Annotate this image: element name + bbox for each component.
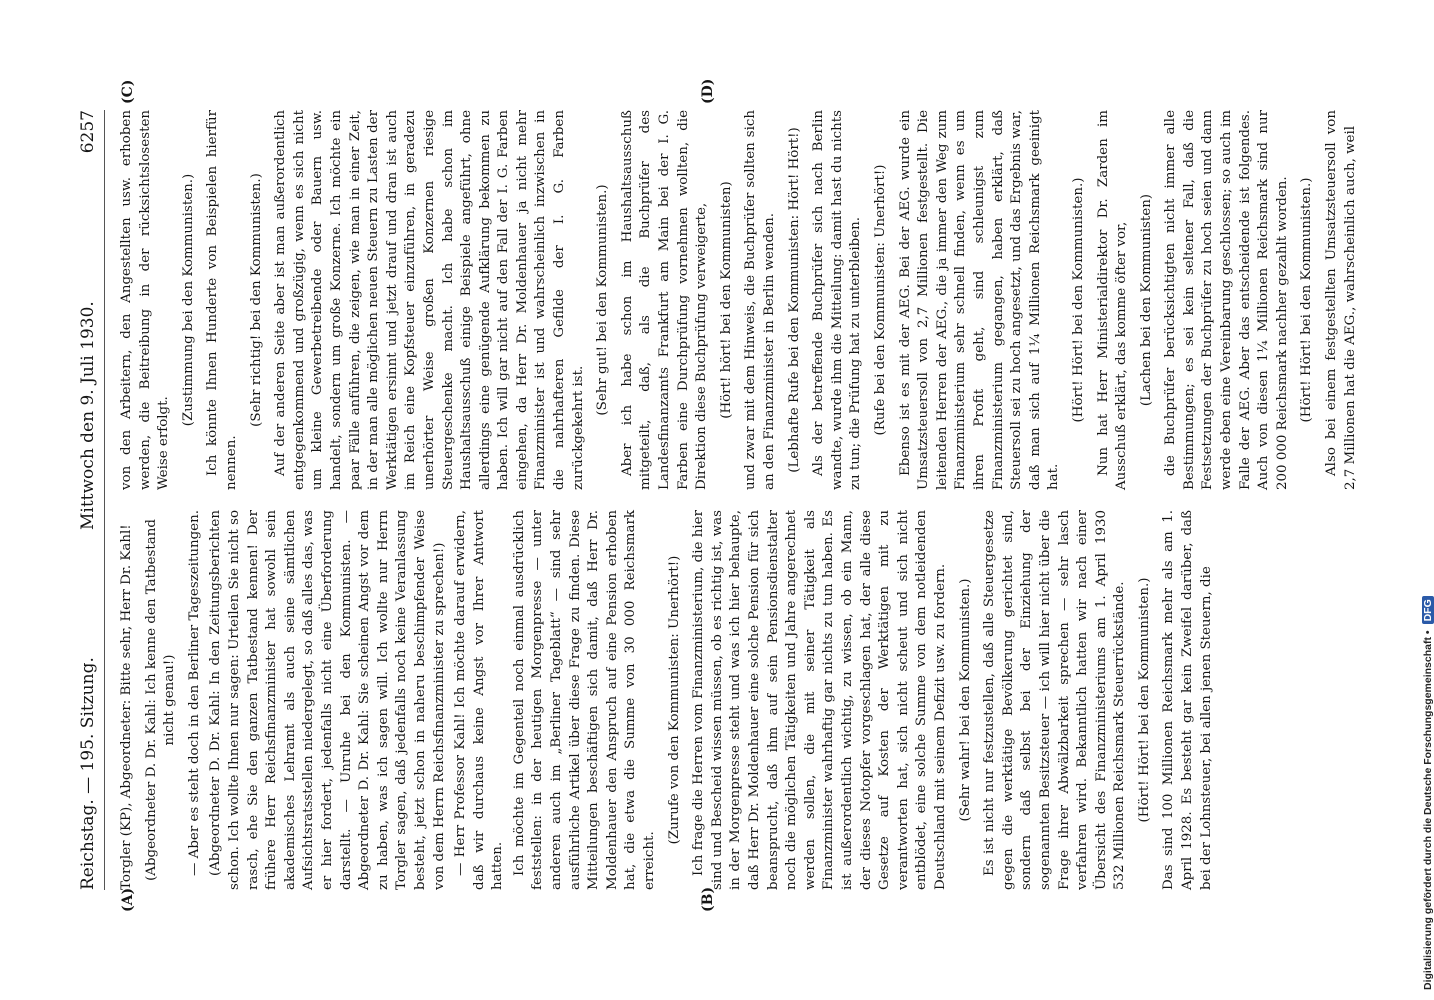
paragraph: Aber ich habe schon im Haushaltsausschuß mitgeteilt, daß, als die Buchprüfer des Landesfinanzamts Frankfurt am Main bei der I. G. Farben eine Durchprüfung vornehmen wollten, die Direktion diese Buchprüfung verweigerte, bbox=[619, 110, 710, 490]
interjection: (Zustimmung bei den Kommunisten.) bbox=[180, 173, 196, 427]
paragraph: Ich frage die Herren vom Finanzministerium, die hier sind und Bescheid wissen müssen, ob es richtig ist, was in der Morgenpresse steht und was ich hier behaupte, daß Herr Dr. Moldenhauer eine solche Pension für sich beansprucht, daß ihm auf sein Pensionsdienstalter noch die möglichen Tätigkeiten und Jahre angerechnet werden sollen, die mit seiner Tätigkeit als Finanzminister wahrhaftig gar nichts zu tun haben. Es ist außerordentlich wichtig, zu wissen, ob ein Mann, der dieses Notopfer vorgeschlagen hat, der alle diese Gesetze auf Kosten der Werktätigen mit zu verantworten hat, sich nicht scheut und sich nicht entblödet, eine solche Summe von dem notleidenden Deutschland mit seinem Defizit usw. zu fordern. bbox=[691, 510, 948, 890]
digitization-credit bbox=[1422, 10, 1434, 990]
paragraph: Ich könnte Ihnen Hunderte von Beispielen hierfür nennen. bbox=[205, 110, 239, 490]
text-column-right bbox=[118, 110, 1363, 490]
interjection: (Hört! Hört! bei den Kommunisten.) bbox=[1070, 177, 1086, 423]
paragraph: Torgler (KP), Abgeordneter: Bitte sehr, Herr Dr. Kahl! bbox=[119, 524, 134, 890]
interjection: (Sehr wahr! bei den Kommunisten.) bbox=[957, 578, 973, 822]
paragraph: Als der betreffende Buchprüfer sich nach Berlin wandte, wurde ihm die Mitteilung: damit hast du nichts zu tun; die Prüfung hat zu unterbleiben. bbox=[811, 110, 864, 490]
interjection: (Sehr richtig! bei den Kommunisten.) bbox=[248, 173, 264, 427]
interjection: (Hört! Hört! bei den Kommunisten.) bbox=[1136, 577, 1152, 823]
interjection: (Lebhafte Rufe bei den Kommunisten: Hört! Hört!) bbox=[786, 127, 802, 473]
interjection: (Lachen bei den Kommunisten) bbox=[1138, 193, 1154, 407]
header-rule bbox=[104, 110, 105, 890]
header-left: Reichstag. — 195. Sitzung. bbox=[78, 657, 98, 890]
interjection: (Rufe bei den Kommunisten: Unerhört!) bbox=[872, 164, 888, 436]
page-number: 6257 bbox=[78, 110, 98, 154]
margin-marker-b: (B) bbox=[700, 886, 716, 912]
page-header bbox=[78, 110, 104, 890]
paragraph: — Aber es steht doch in den Berliner Tageszeitungen. bbox=[186, 510, 202, 876]
interjection: (Zurufe von den Kommunisten: Unerhört!) bbox=[666, 555, 682, 845]
paragraph: die Buchprüfer berücksichtigten nicht immer alle Bestimmungen; es sei kein seltener Fall, daß die Festsetzungen der Buchprüfer zu hoch seien und dann werde eben eine Vereinbarung geschlossen; so auch im Falle der AEG. Aber das entscheidende ist folgendes. Auch von diesen 1¼ Millionen Reichsmark sind nur 200 000 Reichsmark nachher gezahlt worden. bbox=[1163, 110, 1290, 490]
paragraph: Ebenso ist es mit der AEG. Bei der AEG. wurde ein Umsatzsteuersoll von 2,7 Millionen festgestellt. Die leitenden Herren der AEG., die ja immer den Weg zum Finanzministerium sehr schnell finden, wenn es um ihren Profit geht, sind schleunigst zum Finanzministerium gegangen, haben erklärt, daß Steuersoll sei zu hoch angesetzt, und das Ergebnis war, daß man sich auf 1¼ Millionen Reichsmark geeinigt hat. bbox=[897, 110, 1062, 490]
interjection: (Sehr gut! bei den Kommunisten.) bbox=[595, 184, 611, 416]
interjection: (Abgeordneter D. Dr. Kahl: Ich kenne den Tatbestand nicht genau!) bbox=[143, 519, 178, 881]
paragraph: Nun hat Herr Ministerialdirektor Dr. Zarden im Ausschuß erklärt, das komme öfter vor, bbox=[1095, 110, 1130, 490]
header-date: Mittwoch den 9. Juli 1930. bbox=[78, 301, 98, 530]
paragraph: von den Arbeitern, den Angestellten usw. erhoben werden, die Beitreibung in der rücksichtslosesten Weise erfolgt. bbox=[119, 110, 172, 490]
paragraph: (Abgeordneter D. Dr. Kahl: In den Zeitungsberichten schon. Ich wollte Ihnen nur sagen: Urteilen Sie nicht so rasch, ehe Sie den ganzen Tatbestand kennen! Der frühere Herr Reichsfinanzminister hat sowohl sein akademisches Lehramt als auch seine sämtlichen Aufsichtsratsstellen niedergelegt, so daß alles das, was er hier fordert, jedenfalls nicht eine Überforderung darstellt. — Unruhe bei den Kommunisten. — Abgeordneter D. Dr. Kahl: Sie scheinen Angst vor dem zu haben, was ich sagen will. Ich wollte nur Herrn Torgler sagen, daß jedenfalls noch keine Veranlassung besteht, jetzt schon in naheru beschimpfender Weise von dem Herrn Reichsfinanzminister zu sprechen!) bbox=[208, 510, 447, 890]
paragraph: Auf der anderen Seite aber ist man außerordentlich entgegenkommend und großzügig, wenn es sich nicht um kleine Gewerbetreibende oder Bauern usw. handelt, sondern um große Konzerne. Ich möchte ein paar Fälle anführen, die zeigen, wie man in einer Zeit, in der man alle möglichen neuen Steuern zu Lasten der Werktätigen ersinnt und jetzt drauf und dran ist auch im Reich eine Kopfsteuer einzuführen, in geradezu unerhörter Weise großen Konzernen riesige Steuergeschenke macht. Ich habe schon im Haushaltsausschuß einige Beispiele angeführt, ohne allerdings eine genügende Aufklärung bekommen zu haben. Ich will gar nicht auf den Fall der I. G. Farben eingehen, da Herr Dr. Moldenhauer ja nicht mehr Finanzminister ist und wahrscheinlich inzwischen in die nahrhafteren Gefilde der I. G. Farben zurückgekehrt ist. bbox=[273, 110, 586, 490]
dfg-logo: DFG bbox=[1422, 596, 1434, 624]
paragraph: Das sind 100 Millionen Reichsmark mehr als am 1. April 1928. Es besteht gar kein Zweifel darüber, daß bei der Lohnsteuer, bei allen jenen Steuern, die bbox=[1161, 510, 1214, 890]
margin-marker-d: (D) bbox=[700, 78, 716, 104]
text-column-left bbox=[118, 510, 1219, 890]
margin-marker-c: (C) bbox=[120, 79, 136, 104]
margin-marker-a: (A) bbox=[120, 887, 136, 912]
paragraph: — Herr Professor Kahl! Ich möchte darauf erwidern, daß wir durchaus keine Angst vor Ihrer Antwort hatten. bbox=[453, 510, 506, 890]
paragraph: und zwar mit dem Hinweis, die Buchprüfer sollten sich an den Finanzminister in Berlin wenden. bbox=[743, 110, 777, 490]
interjection: (Hört! Hört! bei den Kommunisten.) bbox=[1299, 177, 1315, 423]
interjection: (Hört! hört! bei den Kommunisten) bbox=[718, 181, 734, 419]
credit-text: Digitalisierung gefördert durch die Deutsche Forschungsgemeinschaft • bbox=[1422, 630, 1434, 990]
paragraph: Also bei einem festgestellten Umsatzsteuersoll von 2,7 Millionen hat die AEG., wahrscheinlich auch, weil bbox=[1324, 110, 1358, 490]
paragraph: Ich möchte im Gegenteil noch einmal ausdrücklich feststellen: in der heutigen Morgenpresse — unter anderen auch im „Berliner Tageblatt“ — sind sehr ausführliche Artikel über diese Frage zu finden. Diese Mitteilungen beschäftigen sich damit, daß Herr Dr. Moldenhauer den Anspruch auf eine Pension erhoben hat, die etwa die Summe von 30 000 Reichsmark erreicht. bbox=[511, 510, 658, 890]
paragraph: Es ist nicht nur festzustellen, daß alle Steuergesetze gegen die werktätige Bevölkerung gerichtet sind, sondern daß selbst bei der Einziehung der sogenannten Besitzsteuer — ich will hier nicht über die Frage ihrer Abwälzbarkeit sprechen — sehr lasch verfahren wird. Bekanntlich hatten wir nach einer Übersicht des Finanzministeriums am 1. April 1930 532 Millionen Reichsmark Steuerrückstände. bbox=[982, 510, 1128, 890]
